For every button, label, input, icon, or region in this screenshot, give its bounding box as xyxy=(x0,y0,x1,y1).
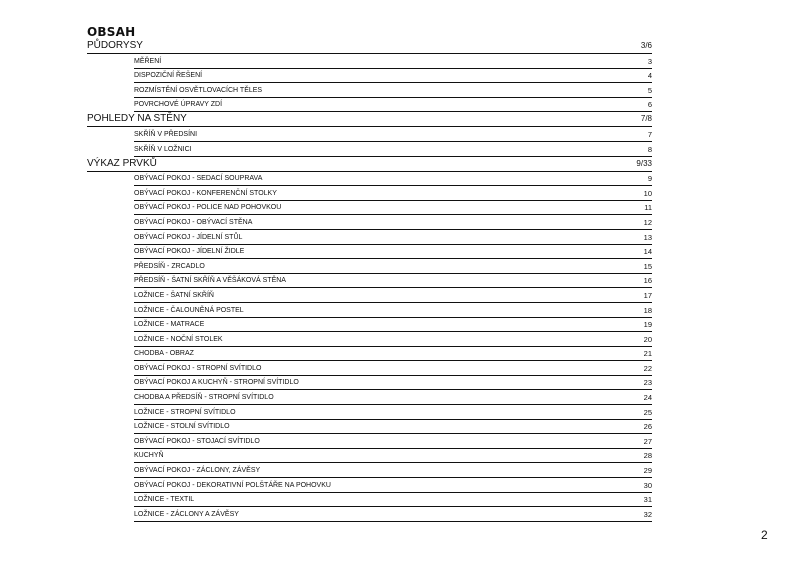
toc-item-label: OBÝVACÍ POKOJ - DEKORATIVNÍ POLŠTÁŘE NA POHOVKU xyxy=(134,481,331,489)
toc-section-pages: 3/6 xyxy=(640,41,652,50)
toc-item-page: 11 xyxy=(644,203,652,213)
toc-item-label: LOŽNICE - ČALOUNĚNÁ POSTEL xyxy=(134,306,244,314)
toc-item xyxy=(134,142,652,157)
toc-item-label: MĚŘENÍ xyxy=(134,57,162,65)
toc-item xyxy=(134,274,652,289)
page-number: 2 xyxy=(761,528,768,542)
toc-item xyxy=(134,405,652,420)
toc-item-label: LOŽNICE - TEXTIL xyxy=(134,496,195,504)
toc-item xyxy=(134,434,652,449)
toc-item-label: OBÝVACÍ POKOJ - POLICE NAD POHOVKOU xyxy=(134,204,282,212)
toc-item-page: 19 xyxy=(643,320,652,330)
toc-item-label: PŘEDSÍŇ - ŠATNÍ SKŘÍŇ A VĚŠÁKOVÁ STĚNA xyxy=(134,277,286,285)
toc-item xyxy=(134,390,652,405)
toc-title: OBSAH xyxy=(87,25,136,39)
toc-section xyxy=(87,157,652,172)
toc-item-page: 20 xyxy=(643,334,652,344)
toc-item xyxy=(134,478,652,493)
toc-item-page: 25 xyxy=(643,407,652,417)
toc-item-page: 31 xyxy=(643,495,652,505)
toc-item-label: DISPOZIČNÍ ŘEŠENÍ xyxy=(134,72,203,80)
toc-item-label: OBÝVACÍ POKOJ - ZÁCLONY, ZÁVĚSY xyxy=(134,467,261,475)
toc-item-label: LOŽNICE - ZÁCLONY A ZÁVĚSY xyxy=(134,510,239,518)
toc-section-label: VÝKAZ PRVKŮ xyxy=(87,157,157,169)
toc-item-page: 21 xyxy=(643,349,652,359)
toc-item xyxy=(134,507,652,522)
toc-item xyxy=(134,186,652,201)
toc-item-label: CHODBA A PŘEDSÍŇ - STROPNÍ SVÍTIDLO xyxy=(134,394,274,402)
toc-item-page: 18 xyxy=(643,305,652,315)
toc-item-label: OBÝVACÍ POKOJ - STOJACÍ SVÍTIDLO xyxy=(134,437,260,445)
toc-item xyxy=(134,245,652,260)
toc-item xyxy=(134,303,652,318)
toc-section xyxy=(87,39,652,54)
toc-item-page: 28 xyxy=(643,451,652,461)
toc-item-page: 7 xyxy=(647,129,652,139)
toc-item-page: 3 xyxy=(647,56,652,66)
toc-item-label: OBÝVACÍ POKOJ - KONFERENČNÍ STOLKY xyxy=(134,189,277,197)
toc-item-page: 5 xyxy=(647,85,652,95)
toc-item-page: 24 xyxy=(643,393,652,403)
toc-item-page: 16 xyxy=(643,276,652,286)
toc-item-label: OBÝVACÍ POKOJ - SEDACÍ SOUPRAVA xyxy=(134,175,263,183)
toc-item-label: OBÝVACÍ POKOJ A KUCHYŇ - STROPNÍ SVÍTIDLO xyxy=(134,379,299,387)
toc-item-label: LOŽNICE - NOČNÍ STOLEK xyxy=(134,335,223,343)
toc-section xyxy=(87,112,652,127)
toc-item xyxy=(134,332,652,347)
toc-item-page: 9 xyxy=(647,174,652,184)
toc-item-label: LOŽNICE - STOLNÍ SVÍTIDLO xyxy=(134,423,230,431)
toc-item xyxy=(134,318,652,333)
toc-item-label: OBÝVACÍ POKOJ - STROPNÍ SVÍTIDLO xyxy=(134,364,262,372)
toc-item-page: 14 xyxy=(643,247,652,257)
toc-item-label: OBÝVACÍ POKOJ - JÍDELNÍ STŮL xyxy=(134,233,243,241)
toc-item xyxy=(134,127,652,142)
toc-item xyxy=(134,463,652,478)
toc-item-page: 6 xyxy=(647,100,652,110)
toc-item xyxy=(134,215,652,230)
toc-item xyxy=(134,83,652,98)
toc-item-page: 27 xyxy=(643,436,652,446)
toc-item xyxy=(134,376,652,391)
toc-section-label: PŮDORYSY xyxy=(87,40,143,51)
toc-item-page: 29 xyxy=(643,466,652,476)
toc-item-label: LOŽNICE - MATRACE xyxy=(134,321,205,329)
toc-section-pages: 9/33 xyxy=(636,158,652,168)
toc-section-pages: 7/8 xyxy=(640,114,652,124)
toc-item-label: PŘEDSÍŇ - ZRCADLO xyxy=(134,262,205,270)
toc-section-label: POHLEDY NA STĚNY xyxy=(87,113,187,125)
toc-body xyxy=(87,39,652,522)
toc-item-page: 30 xyxy=(643,480,652,490)
toc-item-label: SKŘÍŇ V PŘEDSÍNI xyxy=(134,130,198,138)
toc-item-page: 26 xyxy=(643,422,652,432)
toc-item xyxy=(134,361,652,376)
toc-item-page: 12 xyxy=(643,217,652,227)
toc-item-page: 13 xyxy=(643,232,652,242)
toc-item xyxy=(134,54,652,69)
toc-item-label: LOŽNICE - ŠATNÍ SKŘÍŇ xyxy=(134,291,214,299)
toc-item xyxy=(134,420,652,435)
toc-item-label: POVRCHOVÉ ÚPRAVY ZDÍ xyxy=(134,101,223,109)
toc-item xyxy=(134,493,652,508)
toc-item-label: OBÝVACÍ POKOJ - OBÝVACÍ STĚNA xyxy=(134,218,253,226)
toc-item-page: 22 xyxy=(643,363,652,373)
toc-item xyxy=(134,98,652,113)
toc-item xyxy=(134,347,652,362)
toc-item xyxy=(134,259,652,274)
toc-item-page: 10 xyxy=(643,188,652,198)
toc-item-page: 17 xyxy=(643,290,652,300)
table-of-contents xyxy=(87,26,652,522)
toc-item-page: 23 xyxy=(643,378,652,388)
toc-item xyxy=(134,449,652,464)
toc-item-page: 8 xyxy=(647,144,652,154)
toc-item xyxy=(134,288,652,303)
toc-item-label: ROZMÍSTĚNÍ OSVĚTLOVACÍCH TĚLES xyxy=(134,86,263,94)
toc-item-label: LOŽNICE - STROPNÍ SVÍTIDLO xyxy=(134,408,236,416)
toc-item xyxy=(134,172,652,187)
toc-item xyxy=(134,69,652,84)
toc-item-page: 4 xyxy=(647,71,652,81)
toc-item-label: CHODBA - OBRAZ xyxy=(134,350,194,358)
toc-item xyxy=(134,201,652,216)
toc-item xyxy=(134,230,652,245)
toc-item-page: 15 xyxy=(643,261,652,271)
toc-item-label: SKŘÍŇ V LOŽNICI xyxy=(134,145,192,153)
toc-item-page: 32 xyxy=(643,509,652,519)
toc-item-label: KUCHYŇ xyxy=(134,452,164,460)
toc-item-label: OBÝVACÍ POKOJ - JÍDELNÍ ŽIDLE xyxy=(134,248,245,256)
